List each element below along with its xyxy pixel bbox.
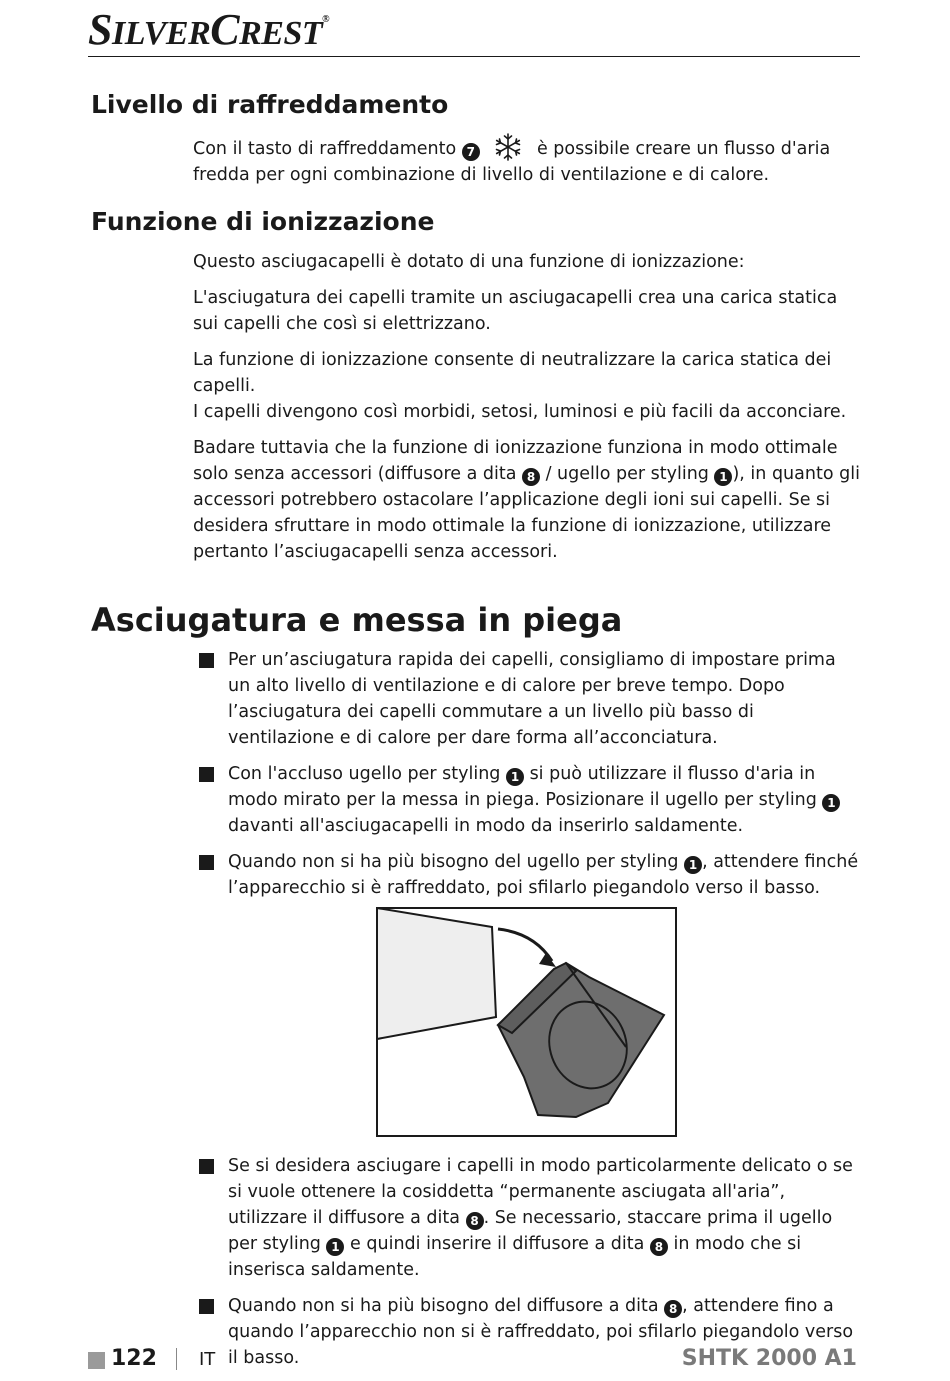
bullet-square-icon xyxy=(199,855,214,870)
hair-dryer-body xyxy=(377,908,496,1039)
callout-badge: 7 xyxy=(462,143,480,161)
silvercrest-logo: SILVERCREST® xyxy=(88,5,330,54)
model-number: SHTK 2000 A1 xyxy=(681,1346,857,1371)
list-item: Se si desidera asciugare i capelli in modo particolarmente delicato o se si vuole ottenere la cosiddetta “permanente asciugata all'aria”, utilizzare il diffusore a dita 8 . Se necessario, staccare prima il ugello per styling 1 e quindi inserire il diffusore a dita 8 in modo che si inserisca saldamente. xyxy=(199,1153,861,1283)
callout-badge: 8 xyxy=(650,1238,668,1256)
snowflake-icon xyxy=(493,132,523,162)
cooling-level-text: Con il tasto di raffreddamento 7 è possibile creare un flusso d'aria fredda per ogni combinazione di livello di ventilazione e di calore. xyxy=(193,132,861,198)
language-code: IT xyxy=(199,1349,216,1370)
bullet-square-icon xyxy=(199,1299,214,1314)
heading-ionization: Funzione di ionizzazione xyxy=(91,207,435,236)
ionization-text xyxy=(193,249,861,575)
header-rule xyxy=(88,56,860,57)
callout-badge: 1 xyxy=(714,468,732,486)
list-item: Con l'accluso ugello per styling 1 si può utilizzare il flusso d'aria in modo mirato per la messa in piega. Posizionare il ugello per styling 1 davanti all'asciugacapelli in modo da inserirlo saldamente. xyxy=(199,761,861,839)
callout-badge: 1 xyxy=(326,1238,344,1256)
callout-badge: 8 xyxy=(466,1212,484,1230)
callout-badge: 1 xyxy=(506,768,524,786)
paragraph: La funzione di ionizzazione consente di neutralizzare la carica statica dei capelli. I capelli divengono così morbidi, setosi, luminosi e più facili da acconciare. xyxy=(193,350,847,422)
heading-drying-styling: Asciugatura e messa in piega xyxy=(91,601,623,639)
bullet-square-icon xyxy=(199,653,214,668)
footer-square-icon xyxy=(88,1352,105,1369)
callout-badge: 1 xyxy=(822,794,840,812)
bullet-square-icon xyxy=(199,767,214,782)
paragraph: L'asciugatura dei capelli tramite un asciugacapelli crea una carica statica sui capelli che così si elettrizzano. xyxy=(193,288,838,334)
footer-divider xyxy=(176,1348,177,1370)
paragraph: Questo asciugacapelli è dotato di una funzione di ionizzazione: xyxy=(193,252,745,272)
paragraph: Badare tuttavia che la funzione di ionizzazione funziona in modo ottimale solo senza accessori (diffusore a dita 8 / ugello per styling 1 ), in quanto gli accessori potrebbero ostacolare l’applicazione degli ioni sui capelli. Se si desidera sfruttare in modo ottimale la funzione di ionizzazione, utilizzare pertanto l’asciugacapelli senza accessori. xyxy=(193,438,860,562)
list-item: Quando non si ha più bisogno del ugello per styling 1 , attendere finché l’apparecchio si è raffreddato, poi sfilarlo piegandolo verso il basso. xyxy=(199,849,861,901)
styling-nozzle-removal-illustration xyxy=(376,907,677,1137)
callout-badge: 8 xyxy=(522,468,540,486)
heading-cooling-level: Livello di raffreddamento xyxy=(91,90,449,119)
list-item: Quando non si ha più bisogno del diffusore a dita 8 , attendere fino a quando l’apparecchio non si è raffreddato, poi sfilarlo piegandolo verso il basso. xyxy=(199,1293,861,1371)
bullet-list-top xyxy=(199,647,861,911)
list-item: Per un’asciugatura rapida dei capelli, consigliamo di impostare prima un alto livello di ventilazione e di calore per breve tempo. Dopo l’asciugatura dei capelli commutare a un livello più basso di ventilazione e di calore per dare forma all’acconciatura. xyxy=(199,647,861,751)
callout-badge: 8 xyxy=(664,1300,682,1318)
callout-badge: 1 xyxy=(684,856,702,874)
page-footer xyxy=(0,1342,950,1374)
bullet-square-icon xyxy=(199,1159,214,1174)
page-number: 122 xyxy=(111,1346,157,1371)
